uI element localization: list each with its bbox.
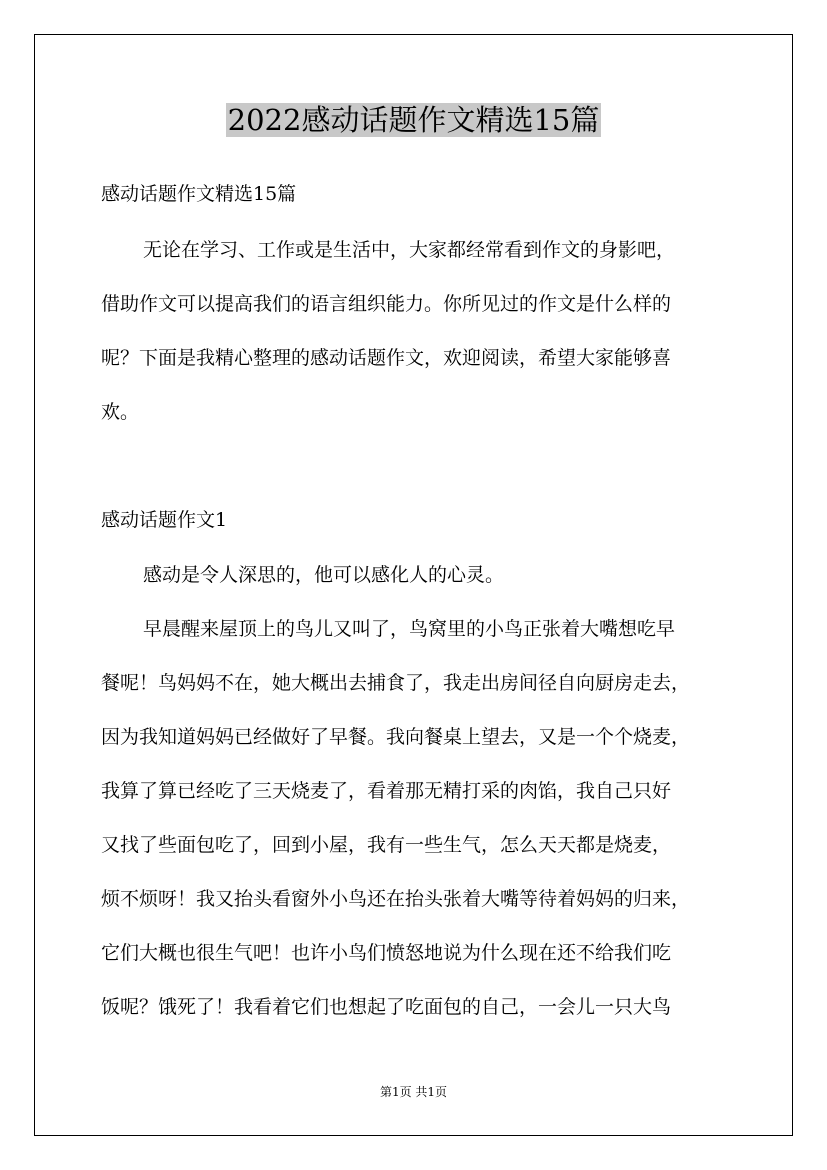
- section-line: 餐呢！鸟妈妈不在，她大概出去捕食了，我走出房间径自向厨房走去，: [101, 672, 691, 694]
- section-paragraph: [101, 617, 741, 1049]
- section-line: 因为我知道妈妈已经做好了早餐。我向餐桌上望去，又是一个个烧麦，: [101, 726, 691, 748]
- intro-line: 欢。: [101, 401, 140, 423]
- section-line: 烦不烦呀！我又抬头看窗外小鸟还在抬头张着大嘴等待着妈妈的归来，: [101, 888, 691, 910]
- intro-paragraph: [101, 238, 741, 454]
- section-line: 饭呢？饿死了！我看着它们也想起了吃面包的自己，一会儿一只大鸟: [101, 996, 672, 1018]
- page-footer: 第1页 共1页: [379, 1085, 448, 1099]
- section-line: 它们大概也很生气吧！也许小鸟们愤怒地说为什么现在还不给我们吃: [101, 942, 672, 964]
- section-line: 早晨醒来屋顶上的鸟儿又叫了，鸟窝里的小鸟正张着大嘴想吃早: [143, 618, 676, 640]
- document-subtitle: 感动话题作文精选15篇: [101, 183, 297, 205]
- section-line: 我算了算已经吃了三天烧麦了，看着那无精打采的肉馅，我自己只好: [101, 780, 672, 802]
- section-heading: 感动话题作文1: [101, 509, 228, 531]
- intro-line: 借助作文可以提高我们的语言组织能力。你所见过的作文是什么样的: [101, 293, 672, 315]
- intro-line: 呢？下面是我精心整理的感动话题作文，欢迎阅读，希望大家能够喜: [101, 347, 672, 369]
- section-line: 又找了些面包吃了，回到小屋，我有一些生气，怎么天天都是烧麦，: [101, 834, 672, 856]
- document-title: [0, 100, 827, 140]
- document-title-text: 2022感动话题作文精选15篇: [227, 103, 600, 137]
- intro-line: 无论在学习、工作或是生活中，大家都经常看到作文的身影吧，: [143, 239, 676, 261]
- section-first-line: 感动是令人深思的，他可以感化人的心灵。: [143, 564, 505, 586]
